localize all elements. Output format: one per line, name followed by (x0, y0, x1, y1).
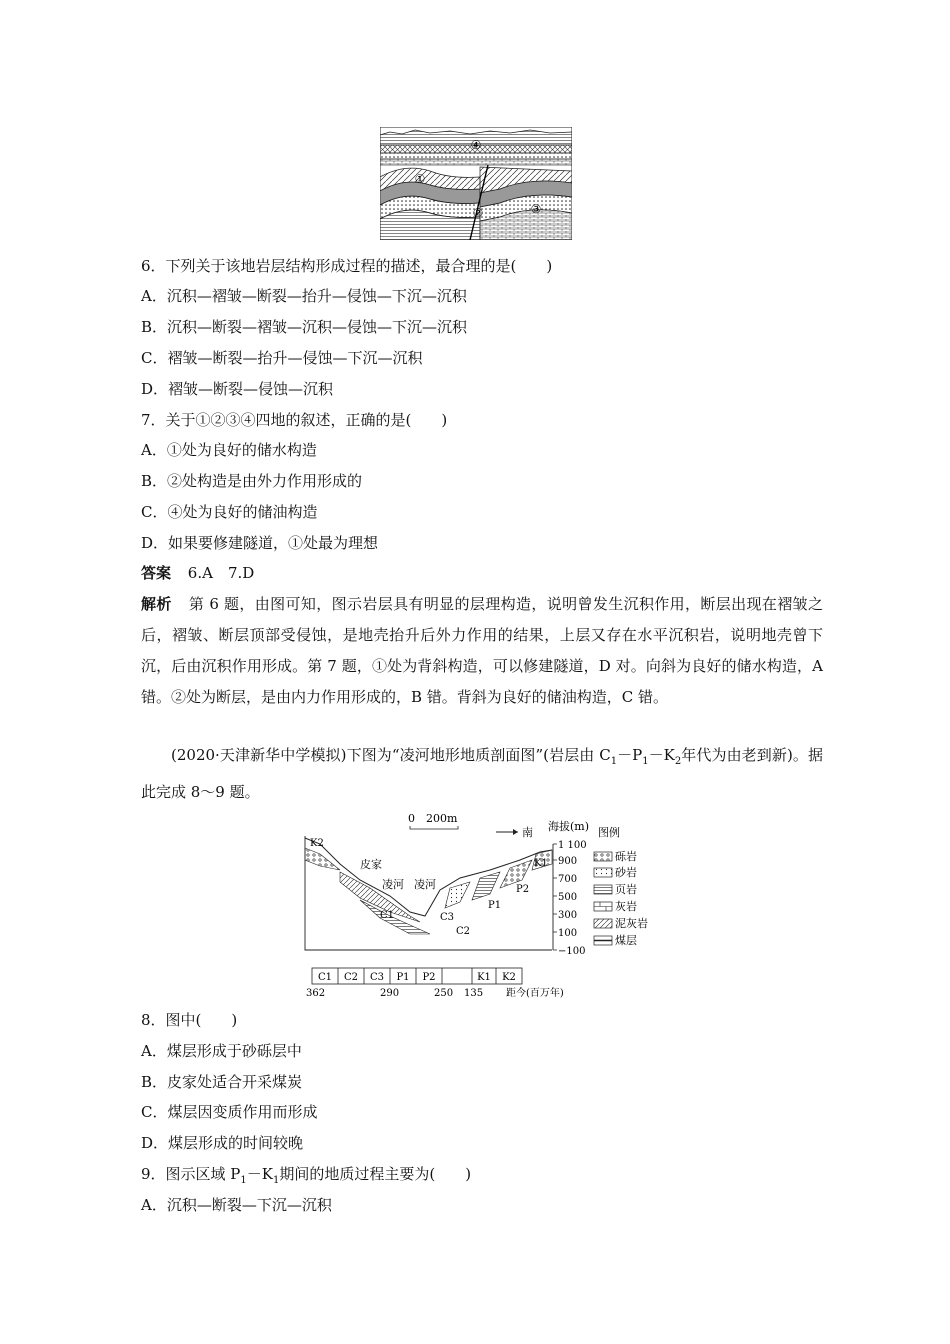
label-3: ③ (530, 202, 542, 216)
place-pijia: 皮家 (360, 858, 382, 871)
strata-label: C3 (440, 912, 455, 923)
q8-stem: 8．图中( ) (141, 1011, 238, 1029)
elev-tick: 1 100 (558, 840, 587, 851)
q8-option-d: D．煤层形成的时间较晚 (141, 1134, 304, 1152)
intro-paragraph (141, 740, 823, 808)
elev-tick: 900 (558, 856, 578, 867)
q8-option-a: A．煤层形成于砂砾层中 (141, 1042, 302, 1060)
geologic-section-figure (380, 127, 572, 240)
elev-tick: 100 (558, 928, 578, 939)
intro-sub1: 1 (610, 756, 618, 767)
timeline-age: 250 (434, 988, 454, 998)
q9-stem-post: 期间的地质过程主要为( ) (279, 1165, 472, 1183)
q7-stem: 7．关于①②③④四地的叙述，正确的是( ) (141, 411, 448, 429)
intro-dash1: －P (617, 746, 643, 764)
intro-dash2: －K (648, 746, 675, 764)
elev-tick: −100 (558, 946, 586, 957)
intro-part1: (2020·天津新华中学模拟)下图为“凌河地形地质剖面图”(岩层由 C (171, 746, 611, 764)
analysis-paragraph (141, 589, 823, 713)
timeline-cell: C2 (343, 972, 359, 983)
direction-label: 南 (522, 826, 533, 839)
legend-title: 图例 (598, 826, 620, 839)
answer-label: 答案 (141, 564, 172, 582)
legend-item: 煤层 (615, 934, 637, 947)
timeline-age: 290 (380, 988, 400, 998)
legend-item: 砂岩 (615, 866, 637, 879)
timeline-age: 135 (464, 988, 484, 998)
timeline-cell: P2 (422, 972, 436, 983)
q9-option-a: A．沉积—断裂—下沉—沉积 (141, 1196, 332, 1214)
q6-stem: 6．下列关于该地岩层结构形成过程的描述，最合理的是( ) (141, 257, 553, 275)
timeline-cell: K2 (502, 972, 516, 983)
intro-part2: 年代为由老到新)。据此完成 8～9 题。 (141, 746, 823, 801)
timeline-cell: C3 (369, 972, 385, 983)
q9-stem-sub2: 1 (273, 1175, 280, 1186)
answer-text: 6.A 7.D (187, 564, 255, 582)
q7-option-c: C．④处为良好的储油构造 (141, 503, 318, 521)
q9-stem-sub1: 1 (240, 1175, 247, 1186)
q7-option-a: A．①处为良好的储水构造 (141, 441, 317, 459)
q9-stem-mid: －K (246, 1165, 273, 1183)
timeline (306, 968, 564, 998)
q9-stem-pre: 9．图示区域 P (141, 1165, 241, 1183)
q6-option-c: C．褶皱—断裂—抬升—侵蚀—下沉—沉积 (141, 349, 423, 367)
strata-label: K2 (310, 838, 324, 849)
timeline-unit: 距今(百万年) (506, 988, 564, 998)
scale-label: 200m (426, 812, 458, 825)
q7-option-b: B．②处构造是由外力作用形成的 (141, 472, 363, 490)
intro-sub3: 2 (674, 756, 682, 767)
label-2: ② (472, 206, 484, 220)
label-4: ④ (470, 138, 482, 152)
strata-label: C1 (380, 910, 395, 921)
elev-tick: 700 (558, 874, 578, 885)
elevation-ticks (553, 840, 587, 957)
analysis-label: 解析 (141, 595, 172, 613)
legend-item: 泥灰岩 (615, 917, 648, 930)
q8-option-c: C．煤层因变质作用而形成 (141, 1103, 318, 1121)
legend-item: 砾岩 (615, 850, 637, 863)
timeline-age: 362 (306, 988, 326, 998)
legend (594, 849, 648, 947)
q6-option-a: A．沉积—褶皱—断裂—抬升—侵蚀—下沉—沉积 (141, 287, 467, 305)
strata-label: P2 (516, 884, 530, 895)
legend-item: 页岩 (615, 883, 637, 896)
timeline-cell: K1 (477, 972, 491, 983)
elev-tick: 300 (558, 910, 578, 921)
legend-item: 灰岩 (615, 900, 637, 913)
analysis-text: 第 6 题，由图可知，图示岩层具有明显的层理构造，说明曾发生沉积作用，断层出现在褶皱之后，褶皱、断层顶部受侵蚀，是地壳抬升后外力作用的结果，上层又存在水平沉积岩，说明地壳曾下沉，后由沉积作用形成。第 7 题，①处为背斜构造，可以修建隧道，D 对。向斜为良好的储水构造，A 错。②处为断层，是由内力作用形成的，B 错。背斜为良好的储油构造，C 错。 (141, 595, 823, 706)
place-linghe-1: 凌河 (382, 878, 404, 891)
scale-zero: 0 (408, 812, 415, 825)
place-linghe-2: 凌河 (414, 878, 436, 891)
q6-option-b: B．沉积—断裂—褶皱—沉积—侵蚀—下沉—沉积 (141, 318, 468, 336)
strata-label: K1 (534, 858, 548, 869)
linghe-section-figure (300, 808, 670, 998)
answer-line (141, 563, 254, 583)
label-1: ① (414, 172, 426, 186)
intro-sub2: 1 (642, 756, 649, 767)
strata-label: P1 (488, 900, 502, 911)
timeline-cell: P1 (396, 972, 410, 983)
elev-tick: 500 (558, 892, 578, 903)
timeline-cell: C1 (317, 972, 333, 983)
q7-option-d: D．如果要修建隧道，①处最为理想 (141, 534, 379, 552)
q9-stem (141, 1164, 471, 1191)
q6-option-d: D．褶皱—断裂—侵蚀—沉积 (141, 380, 334, 398)
strata-label: C2 (456, 926, 471, 937)
elevation-title: 海拔(m) (548, 820, 590, 833)
q8-option-b: B．皮家处适合开采煤炭 (141, 1073, 303, 1091)
